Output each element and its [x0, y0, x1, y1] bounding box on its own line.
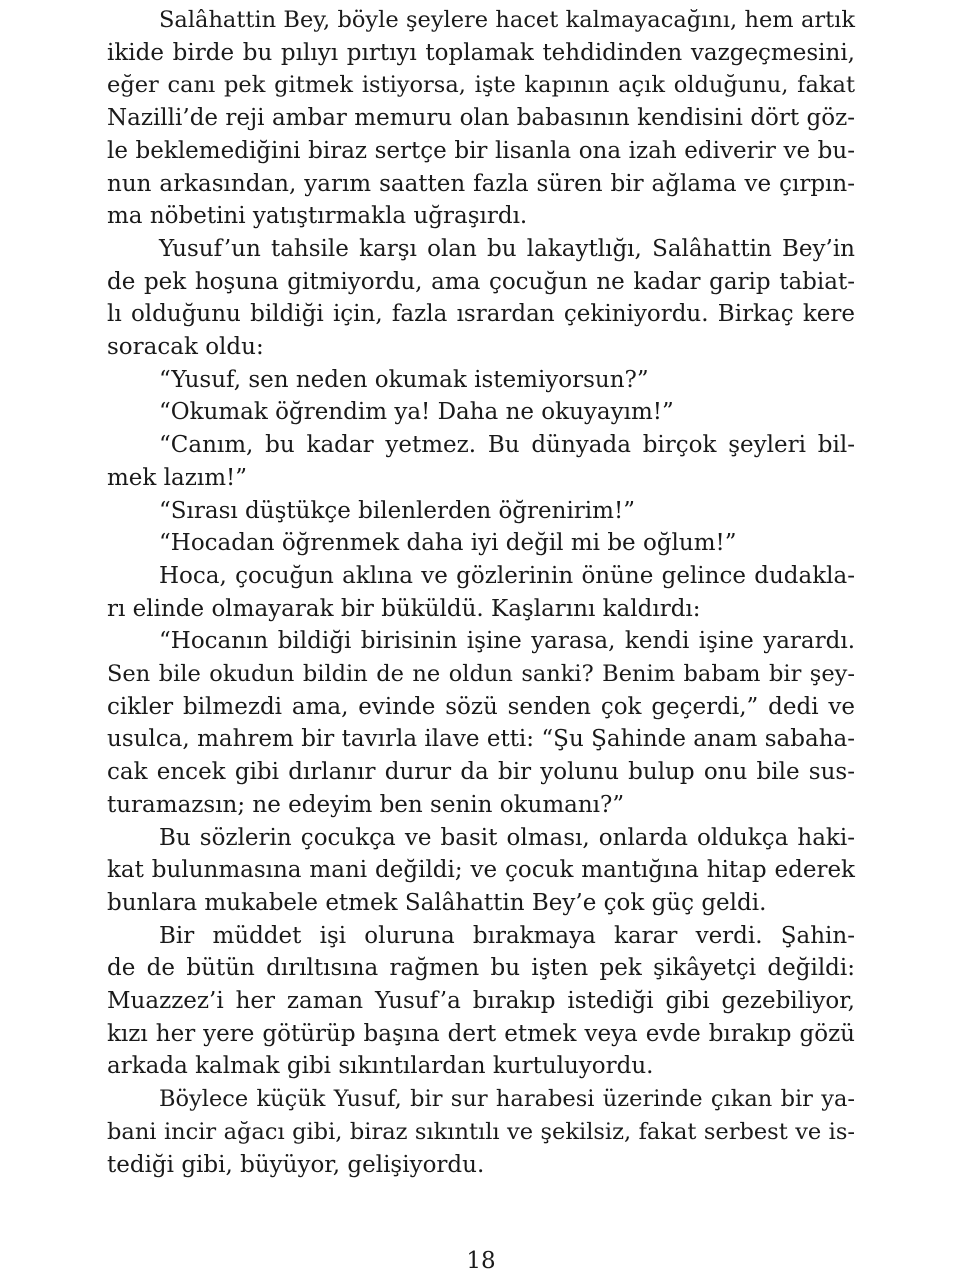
text-line: Bir müddet işi oluruna bırakmaya karar verdi. Şahin- — [159, 922, 855, 949]
text-line: Bu sözlerin çocukça ve basit olması, onlarda oldukça haki- — [159, 824, 855, 851]
text-line: usulca, mahrem bir tavırla ilave etti: “Şu Şahinde anam sabaha- — [107, 726, 855, 753]
text-line: turamazsın; ne edeyim ben senin okumanı?” — [107, 791, 625, 818]
page-number: 18 — [466, 1248, 496, 1274]
text-line: “Hocanın bildiği birisinin işine yarasa, kendi işine yarardı. — [159, 628, 855, 655]
text-line: ma nöbetini yatıştırmakla uğraşırdı. — [107, 203, 528, 230]
text-line: mek lazım!” — [107, 464, 248, 491]
text-line: Salâhattin Bey, böyle şeylere hacet kalmayacağını, hem artık — [159, 7, 855, 33]
text-line: kızı her yere götürüp başına dert etmek veya evde bırakıp gözü — [107, 1020, 855, 1047]
text-line: bunlara mukabele etmek Salâhattin Bey’e çok güç geldi. — [107, 889, 767, 916]
text-line: ikide birde bu pılıyı pırtıyı toplamak tehdidinden vazgeçmesini, — [107, 39, 855, 66]
text-line: rı elinde olmayarak bir büküldü. Kaşlarını kaldırdı: — [107, 595, 701, 622]
text-line: kat bulunmasına mani değildi; ve çocuk mantığına hitap ederek — [107, 857, 855, 884]
text-line: de pek hoşuna gitmiyordu, ama çocuğun ne kadar garip tabiat- — [107, 268, 855, 295]
text-line: Hoca, çocuğun aklına ve gözlerinin önüne gelince dudakla- — [159, 562, 855, 589]
text-line: le beklemediğini biraz sertçe bir lisanla ona izah ediverir ve bu- — [107, 137, 855, 164]
text-line: soracak oldu: — [107, 334, 264, 360]
text-line: tediği gibi, büyüyor, gelişiyordu. — [107, 1151, 485, 1178]
text-line: eğer canı pek gitmek istiyorsa, işte kapının açık olduğunu, fakat — [107, 72, 855, 99]
text-line: “Sırası düştükçe bilenlerden öğrenirim!” — [159, 497, 635, 524]
text-line: “Yusuf, sen neden okumak istemiyorsun?” — [159, 366, 649, 393]
text-line: “Okumak öğrendim ya! Daha ne okuyayım!” — [159, 399, 674, 426]
text-line: Yusuf’un tahsile karşı olan bu lakaytlığı, Salâhattin Bey’in — [159, 235, 855, 262]
text-line: nun arkasından, yarım saatten fazla süren bir ağlama ve çırpın- — [107, 170, 855, 197]
book-page — [107, 0, 855, 1280]
text-line: Sen bile okudun bildin de ne oldun sanki? Benim babam bir şey- — [107, 661, 855, 687]
text-line: “Hocadan öğrenmek daha iyi değil mi be oğlum!” — [159, 530, 737, 557]
text-line: Muazzez’i her zaman Yusuf’a bırakıp istediği gibi gezebiliyor, — [107, 988, 855, 1014]
text-line: cikler bilmezdi ama, evinde sözü senden çok geçerdi,” dedi ve — [107, 693, 855, 720]
text-line: “Canım, bu kadar yetmez. Bu dünyada birçok şeyleri bil- — [159, 432, 855, 459]
text-line: lı olduğunu bildiği için, fazla ısrardan çekiniyordu. Birkaç kere — [107, 301, 855, 328]
text-line: arkada kalmak gibi sıkıntılardan kurtuluyordu. — [107, 1053, 654, 1080]
text-line: Böylece küçük Yusuf, bir sur harabesi üzerinde çıkan bir ya- — [159, 1086, 855, 1113]
text-line: Nazilli’de reji ambar memuru olan babasının kendisini dört göz- — [107, 105, 855, 132]
text-line: de de bütün dırıltısına rağmen bu işten pek şikâyetçi değildi: — [107, 955, 855, 982]
text-line: bani incir ağacı gibi, biraz sıkıntılı ve şekilsiz, fakat serbest ve is- — [107, 1118, 855, 1145]
text-line: cak encek gibi dırlanır durur da bir yolunu bulup onu bile sus- — [107, 759, 855, 786]
